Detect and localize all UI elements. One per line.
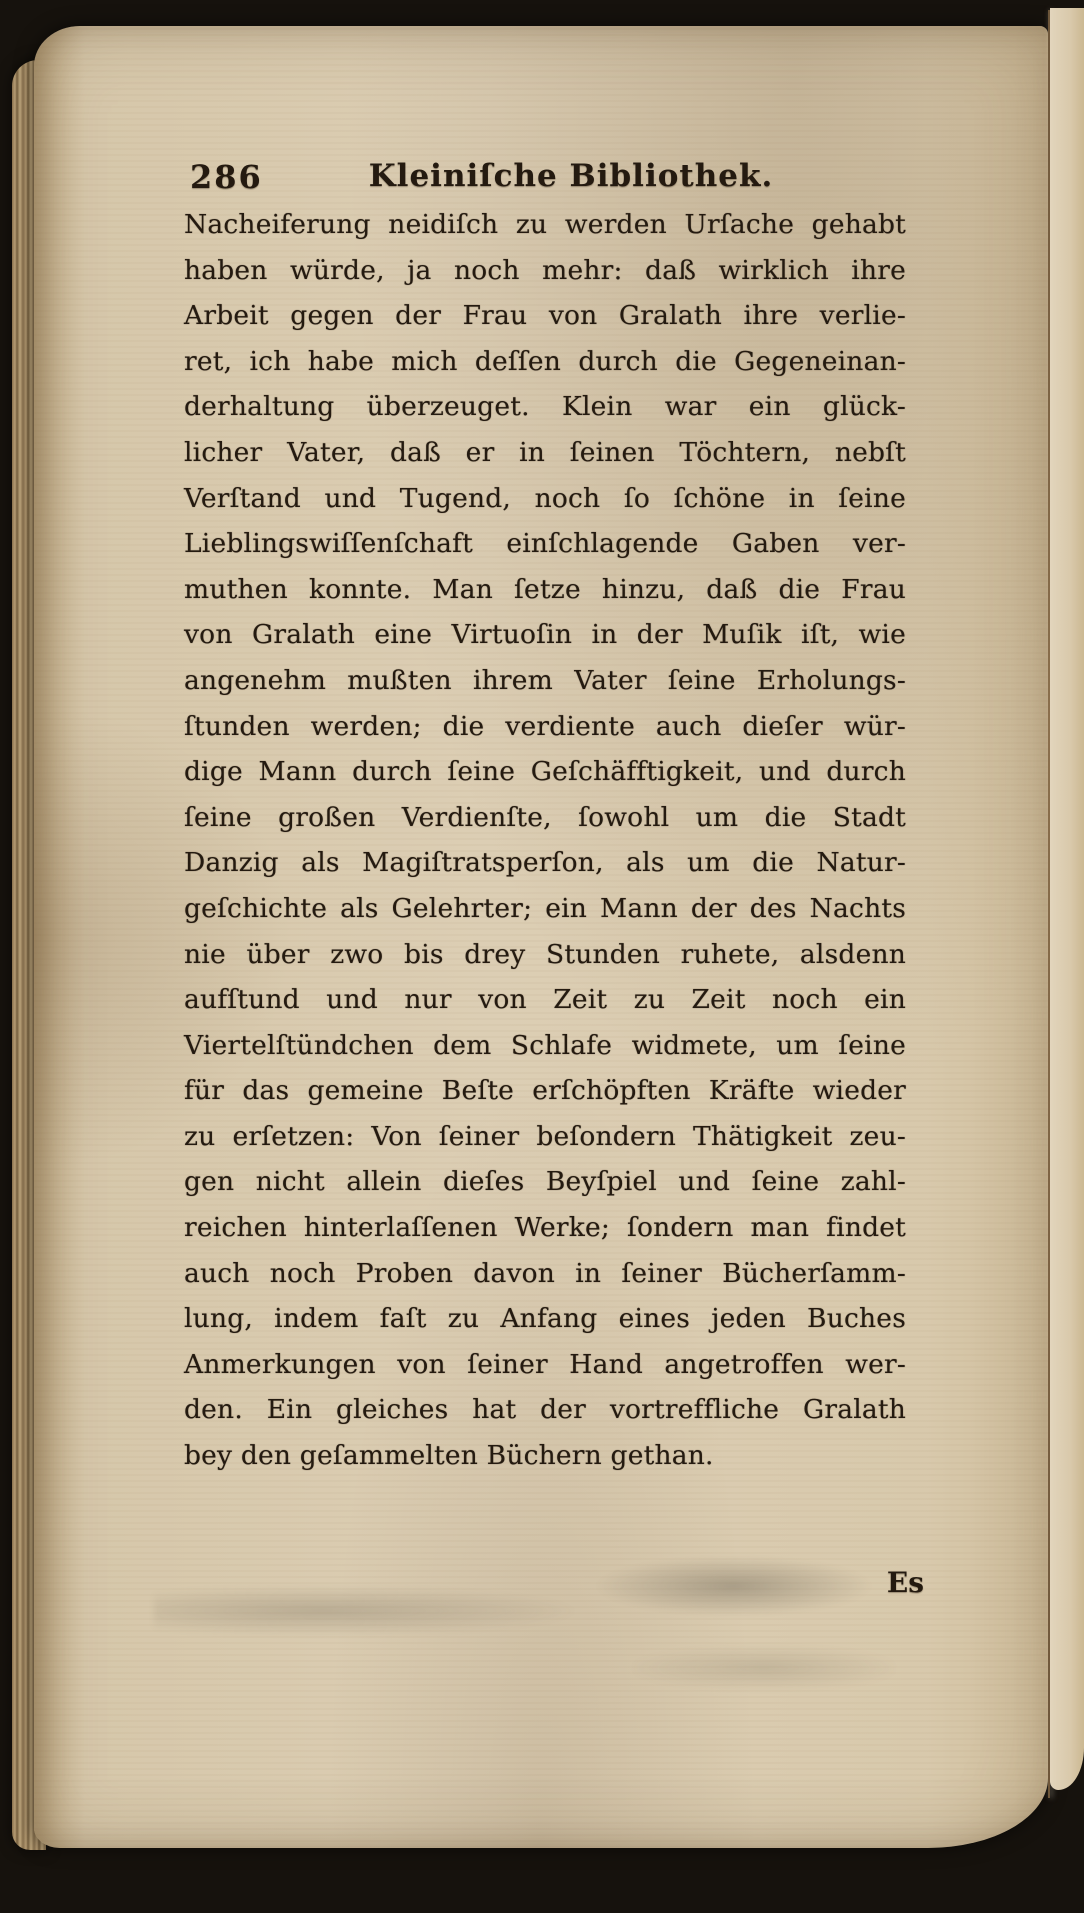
text-line: dige Mann durch ſeine Geſchäfftigkeit, und durch (184, 756, 906, 788)
text-line: gen nicht allein dieſes Beyſpiel und ſeine zahl- (184, 1166, 906, 1198)
text-line: muthen konnte. Man ſetze hinzu, daß die Frau (184, 573, 906, 605)
text-line: Lieblingswiſſenſchaft einſchlagende Gaben ver- (184, 528, 906, 560)
book-page (34, 26, 1048, 1848)
text-line: Arbeit gegen der Frau von Gralath ihre verlie- (184, 300, 906, 332)
page-number: 286 (190, 158, 263, 196)
text-line: Nacheiferung neidiſch zu werden Urſache gehabt (184, 209, 906, 240)
text-line: derhaltung überzeuget. Klein war ein glück- (184, 391, 906, 423)
text-line: nie über zwo bis drey Stunden ruhete, alsdenn (184, 938, 906, 970)
text-line: Anmerkungen von ſeiner Hand angetroffen wer- (184, 1348, 906, 1380)
text-line: Viertelſtündchen dem Schlafe widmete, um ſeine (184, 1029, 906, 1061)
next-page-edge (1050, 8, 1084, 1790)
text-line: aufſtund und nur von Zeit zu Zeit noch ein (184, 984, 906, 1016)
text-line: geſchichte als Gelehrter; ein Mann der des Nachts (184, 892, 906, 924)
text-line: bey den geſammelten Büchern gethan. (184, 1440, 714, 1472)
text-line: angenehm mußten ihrem Vater ſeine Erholungs- (184, 664, 906, 696)
text-line: haben würde, ja noch mehr: daß wirklich ihre (184, 254, 906, 286)
text-line: für das gemeine Beſte erſchöpften Kräfte wieder (184, 1075, 906, 1107)
text-line: lung, indem faſt zu Anfang eines jeden Buches (184, 1303, 906, 1335)
text-line: reichen hinterlaſſenen Werke; ſondern man findet (184, 1212, 906, 1244)
text-line: licher Vater, daß er in ſeinen Töchtern, nebſt (184, 436, 906, 468)
text-line: Verſtand und Tugend, noch ſo ſchöne in ſeine (184, 482, 906, 514)
text-line: ſeine großen Verdienſte, ſowohl um die Stadt (184, 801, 906, 833)
text-line: von Gralath eine Virtuoſin in der Muſik iſt, wie (184, 619, 906, 651)
running-title: Kleiniſche Bibliothek. (368, 158, 774, 194)
text-line: zu erſetzen: Von ſeiner beſondern Thätigkeit zeu- (184, 1120, 906, 1152)
text-line: ret, ich habe mich deſſen durch die Gegeneinan- (184, 345, 906, 377)
text-line: Danzig als Magiſtratsperſon, als um die Natur- (184, 847, 906, 879)
text-line: den. Ein gleiches hat der vortreffliche Gralath (184, 1394, 906, 1426)
text-line: auch noch Proben davon in ſeiner Bücherſamm- (184, 1257, 906, 1289)
text-line: ſtunden werden; die verdiente auch dieſer wür- (184, 710, 906, 742)
ink-showthrough-smudge (634, 1646, 894, 1690)
body-text (184, 202, 906, 1479)
catchword: Es (886, 1566, 924, 1599)
